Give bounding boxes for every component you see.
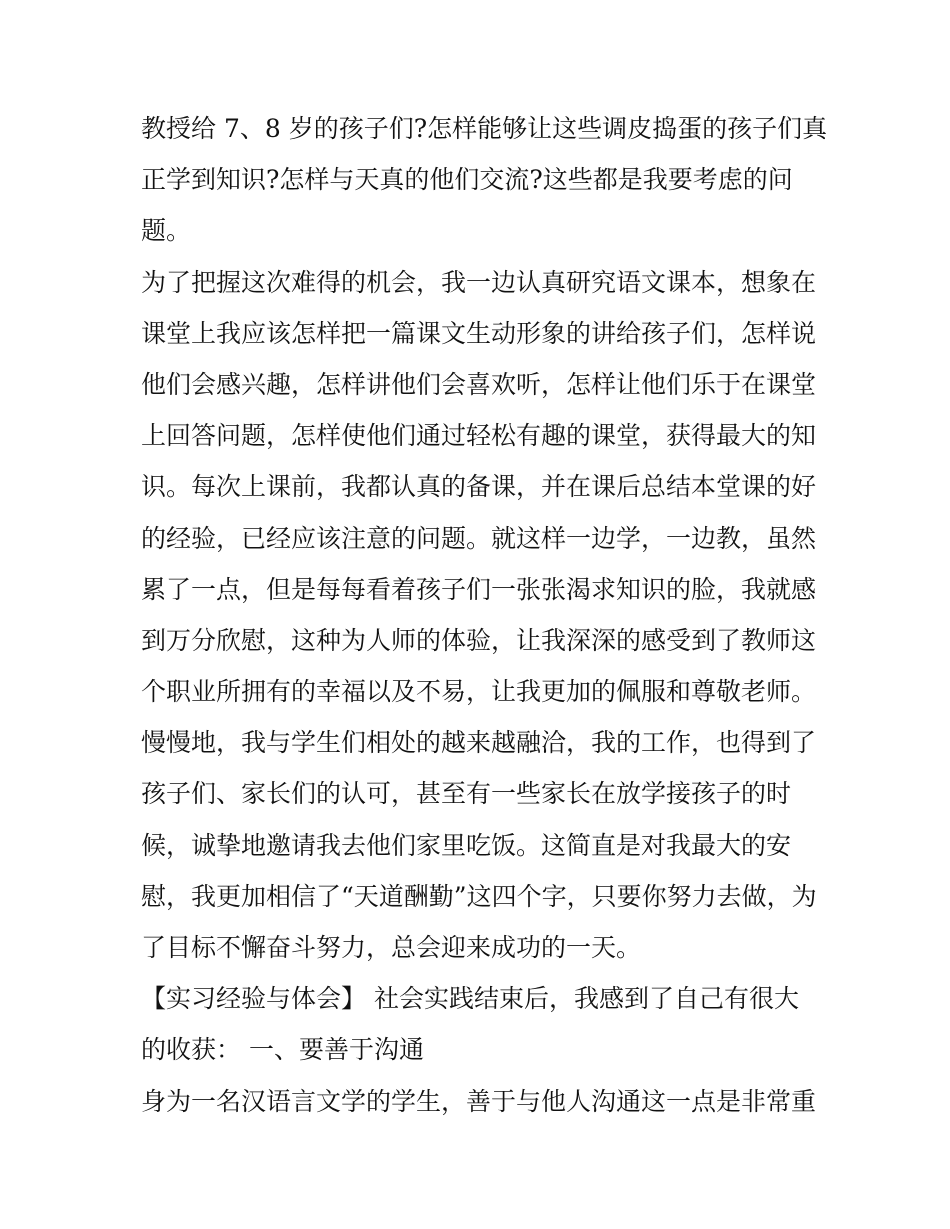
text-line: 课堂上我应该怎样把一篇课文生动形象的讲给孩子们，怎样说 [141, 318, 817, 348]
document-body [141, 103, 828, 1127]
text-line: 慰，我更加相信了“天道酬勤”这四个字，只要你努力去做，为 [141, 881, 817, 911]
text-line: 慢慢地，我与学生们相处的越来越融洽，我的工作，也得到了 [141, 728, 817, 758]
text-line: 题。 [141, 216, 192, 246]
text-line: 他们会感兴趣，怎样讲他们会喜欢听，怎样让他们乐于在课堂 [141, 369, 817, 399]
text-line: 候，诚挚地邀请我去他们家里吃饭。这简直是对我最大的安 [141, 830, 792, 860]
section-heading-line: 【实习经验与体会】 社会实践结束后，我感到了自己有很大 [141, 984, 799, 1014]
text-line: 的经验，已经应该注意的问题。就这样一边学，一边教，虽然 [141, 523, 817, 553]
text-line: 累了一点，但是每每看着孩子们一张张渴求知识的脸，我就感 [141, 574, 817, 604]
text-line: 孩子们、家长们的认可，甚至有一些家长在放学接孩子的时 [141, 779, 792, 809]
text-line: 身为一名汉语言文学的学生，善于与他人沟通这一点是非常重 [141, 1086, 817, 1116]
text-line: 个职业所拥有的幸福以及不易，让我更加的佩服和尊敬老师。 [141, 677, 817, 707]
text-line: 上回答问题，怎样使他们通过轻松有趣的课堂，获得最大的知 [141, 421, 817, 451]
text-line: 到万分欣慰，这种为人师的体验，让我深深的感受到了教师这 [141, 625, 817, 655]
text-line: 教授给 7、8 岁的孩子们?怎样能够让这些调皮捣蛋的孩子们真 [141, 114, 828, 143]
text-line: 正学到知识?怎样与天真的他们交流?这些都是我要考虑的问 [141, 165, 793, 195]
text-line: 了目标不懈奋斗努力，总会迎来成功的一天。 [141, 933, 642, 962]
text-line: 识。每次上课前，我都认真的备课，并在课后总结本堂课的好 [141, 472, 817, 502]
text-line: 为了把握这次难得的机会，我一边认真研究语文课本，想象在 [141, 267, 817, 297]
text-line: 的收获： 一、要善于沟通 [141, 1035, 424, 1065]
